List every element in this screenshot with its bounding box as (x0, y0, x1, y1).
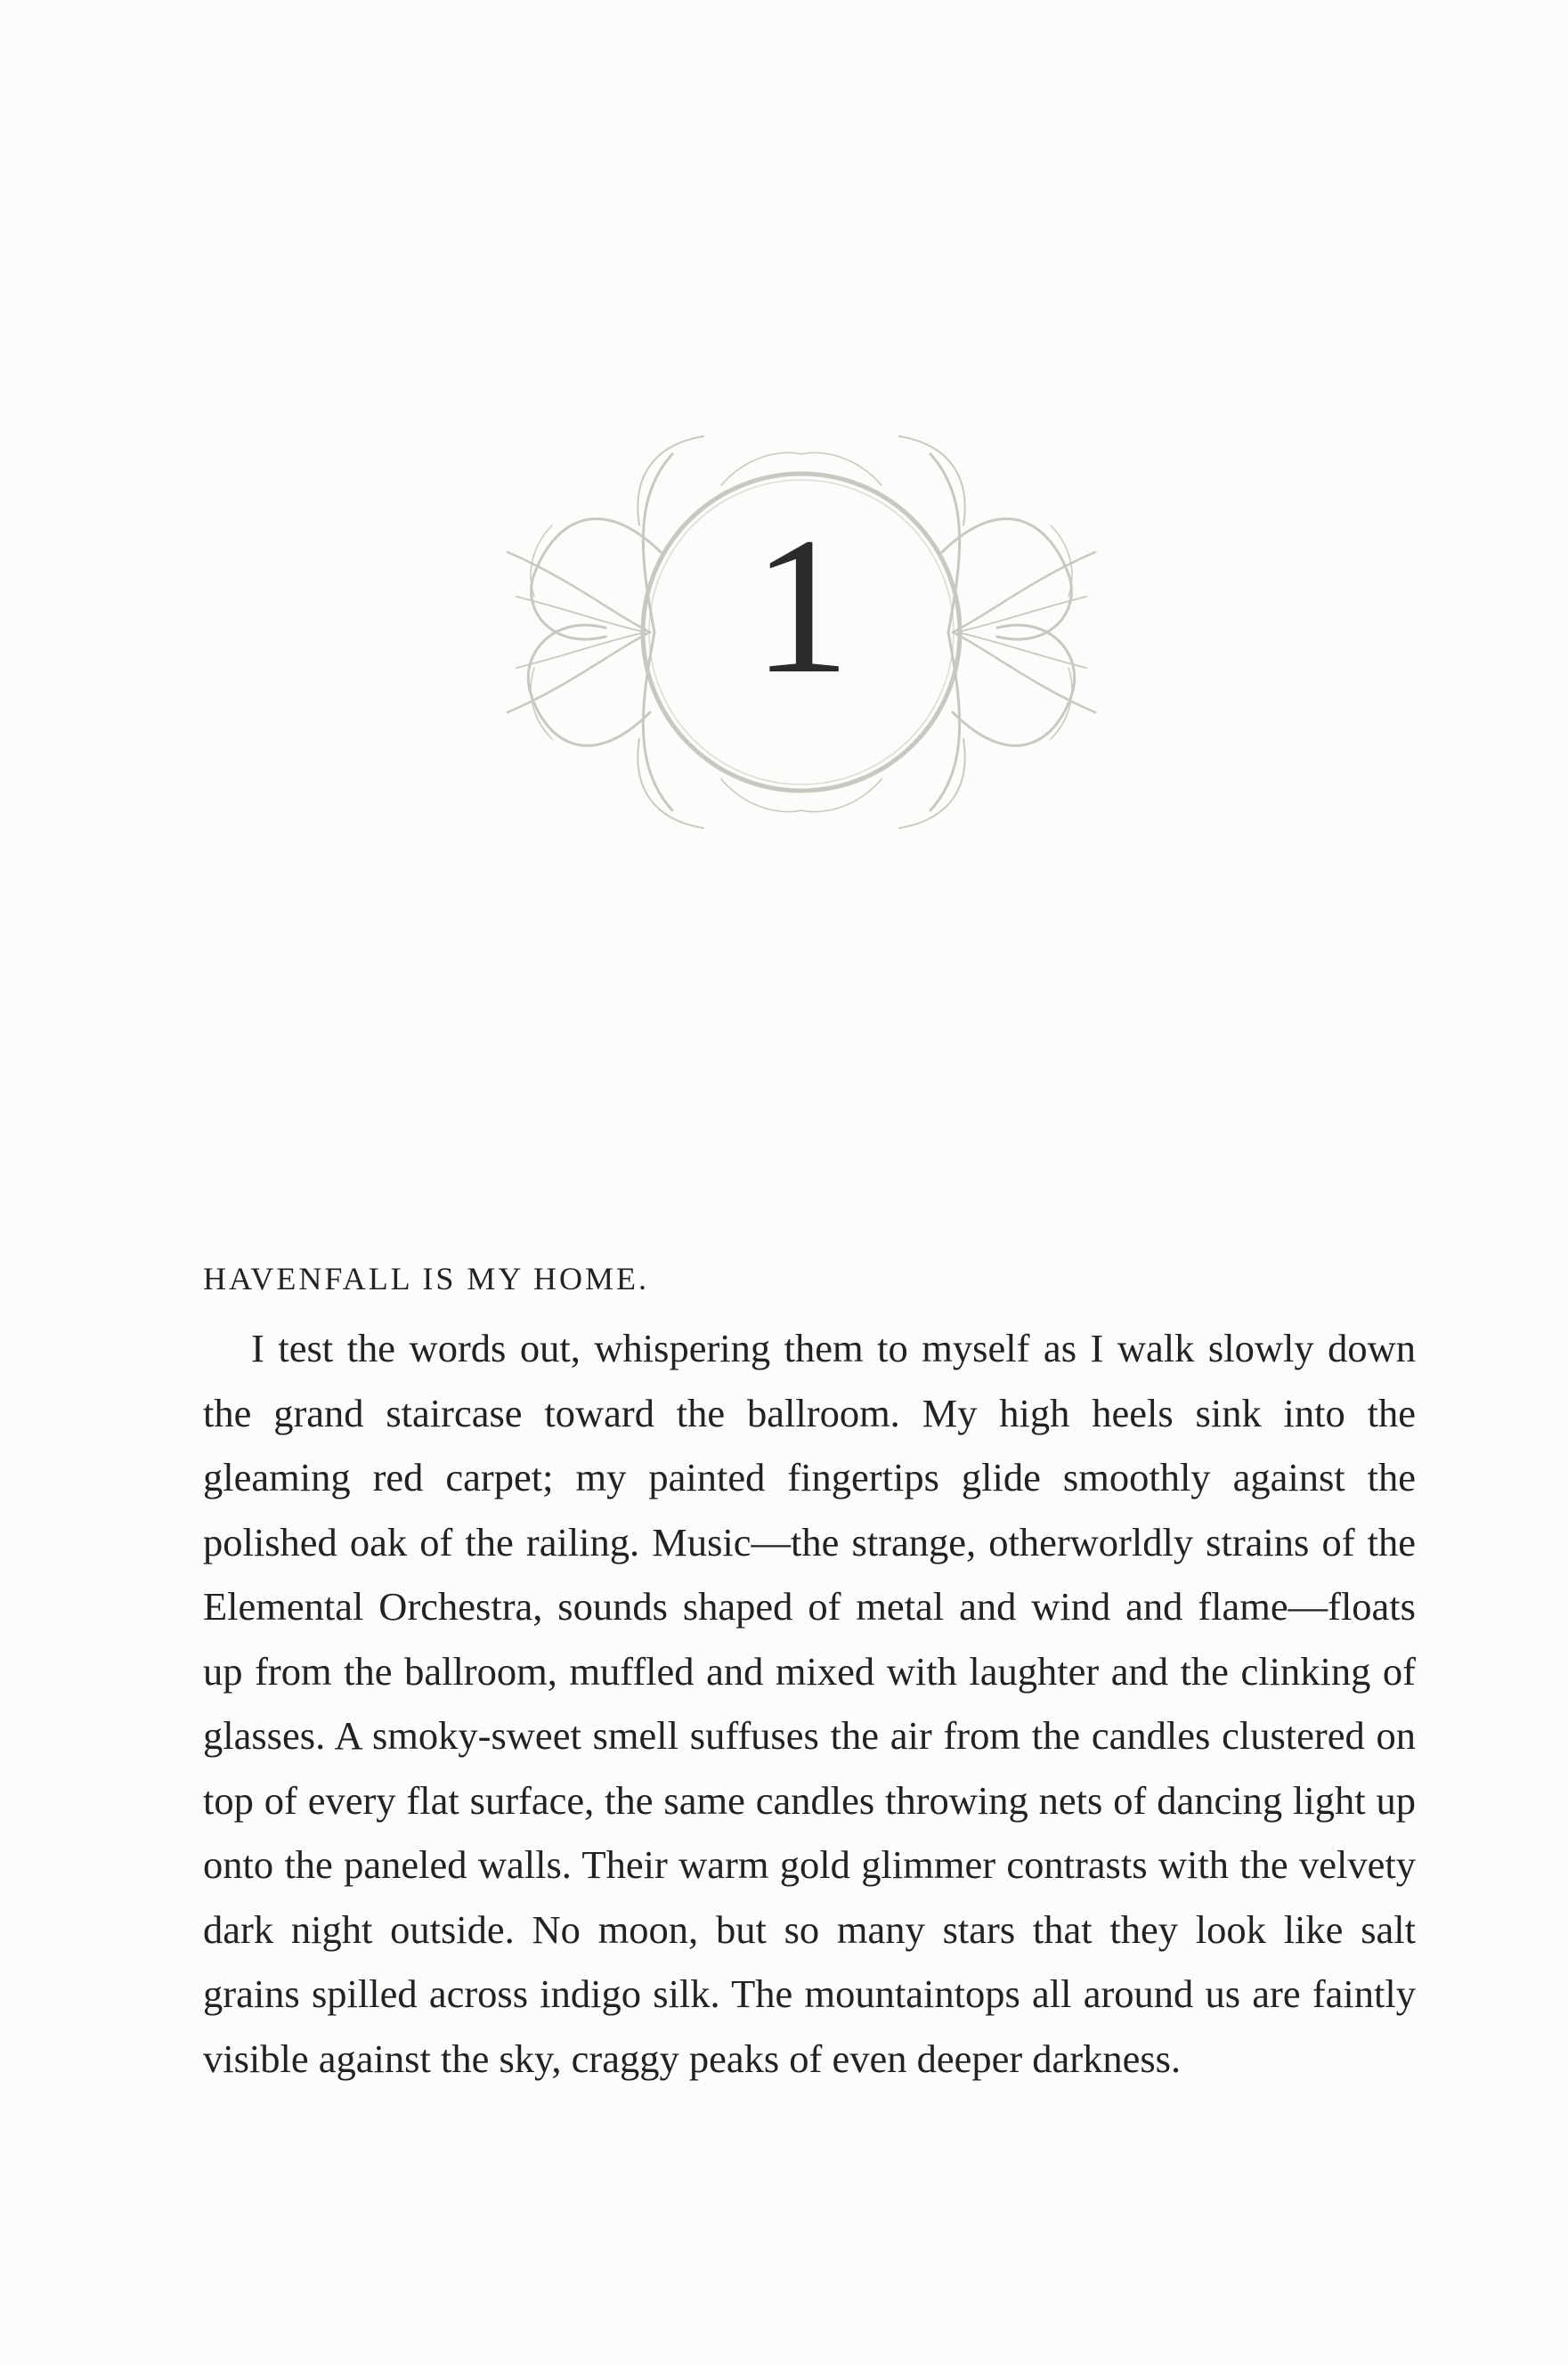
body-paragraph: I test the words out, whispering them to myself as I walk slowly down the grand staircase toward the ballroom. My high heels sink into the gleaming red carpet; my painted fingertips glide smoothly against the polished oak of the railing. Music—the strange, otherworldly strains of the Elemental Orchestra, sounds shaped of metal and wind and flame—floats up from the ballroom, muffled and mixed with laughter and the clinking of glasses. A smoky-sweet smell suffuses the air from the candles clustered on top of every flat surface, the same candles throwing nets of dancing light up onto the paneled walls. Their warm gold glimmer contrasts with the velvety dark night outside. No moon, but so many stars that they look like salt grains spilled across indigo silk. The mountaintops all around us are faintly visible against the sky, craggy peaks of even deeper darkness. (203, 1326, 1416, 2081)
opening-line: HAVENFALL IS MY HOME. (203, 1261, 650, 1296)
chapter-number: 1 (752, 497, 850, 714)
chapter-text (203, 1254, 1416, 2091)
